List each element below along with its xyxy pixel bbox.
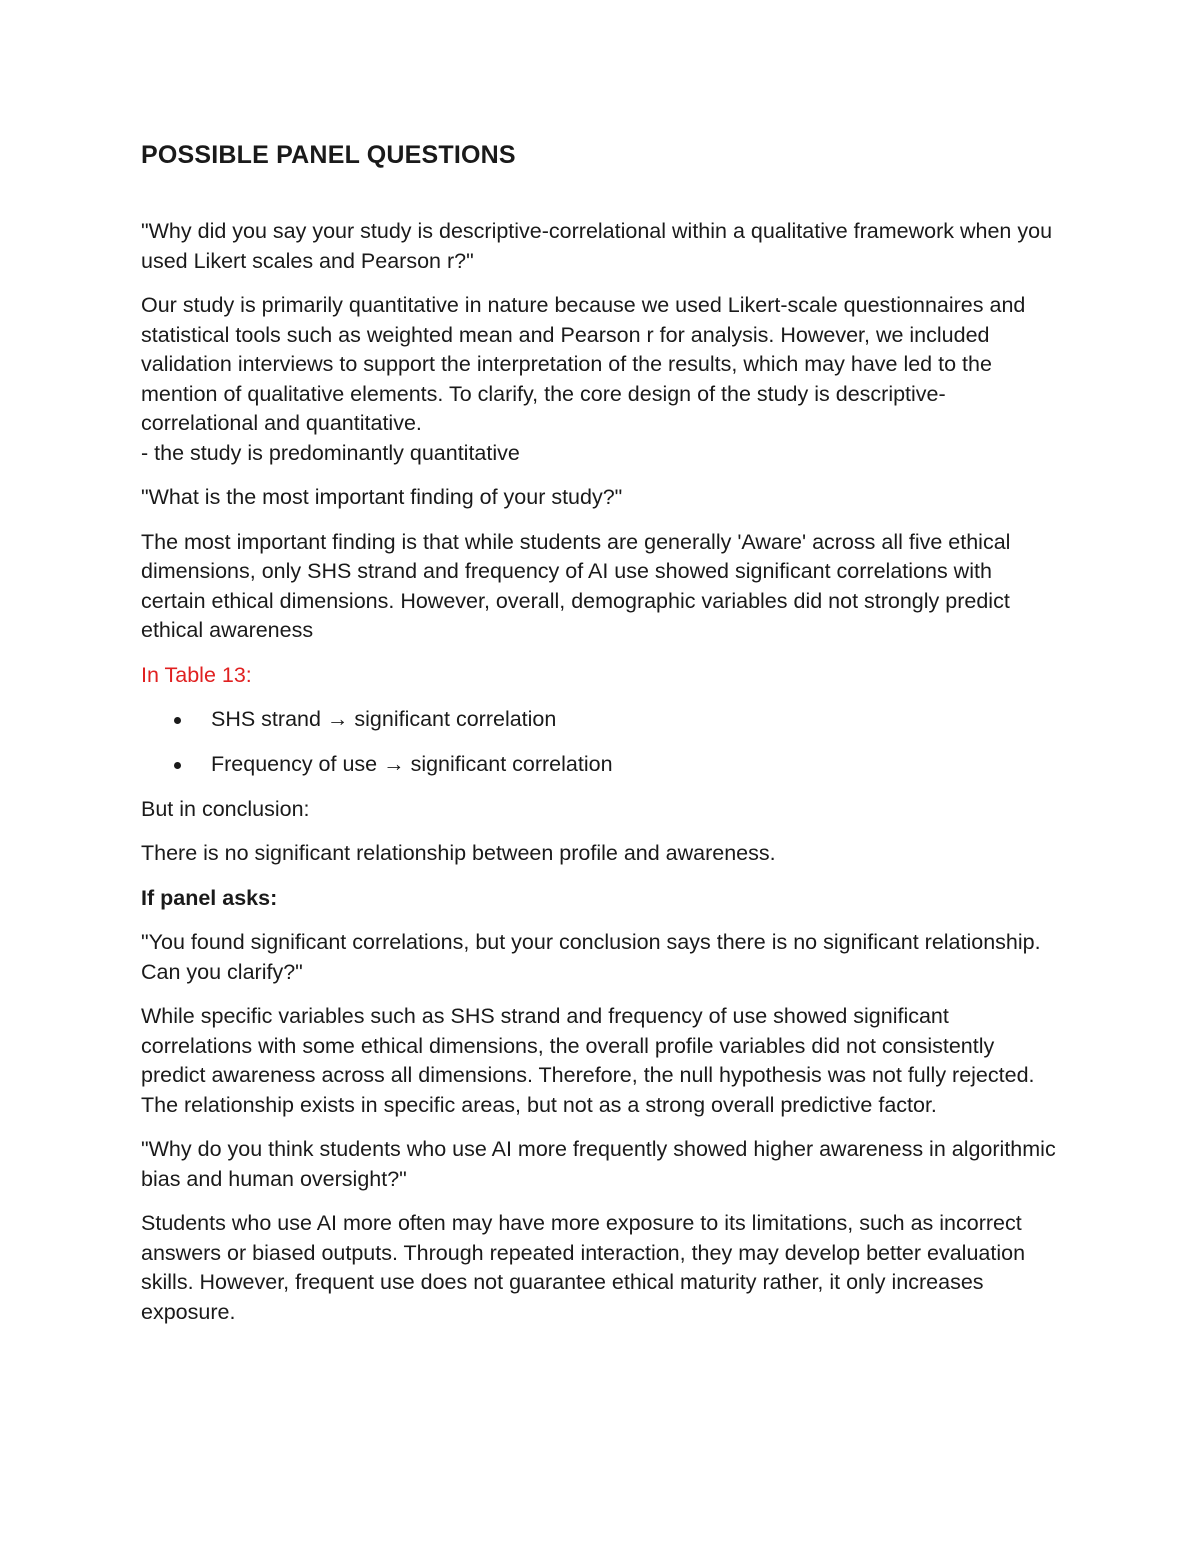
document-body: [141, 217, 1061, 1342]
answer-1: Our study is primarily quantitative in nature because we used Likert-scale questionnaires and statistical tools such as weighted mean and Pearson r for analysis. However, we included validation interviews to support the interpretation of the results, which may have led to the mention of qualitative elements. To clarify, the core design of the study is descriptive-correlational and quantitative.: [141, 293, 1026, 435]
answer-3: While specific variables such as SHS strand and frequency of use showed significant correlations with some ethical dimensions, the overall profile variables did not consistently predict awareness across all dimensions. Therefore, the null hypothesis was not fully rejected. The relationship exists in specific areas, but not as a strong overall predictive factor.: [141, 1004, 1035, 1117]
page-title: POSSIBLE PANEL QUESTIONS: [141, 141, 516, 169]
answer-1-note: - the study is predominantly quantitative: [141, 440, 520, 465]
list-item: [141, 750, 1061, 780]
question-4: "Why do you think students who use AI more frequently showed higher awareness in algorithmic bias and human oversight?": [141, 1137, 1056, 1191]
question-3: "You found significant correlations, but your conclusion says there is no significant relationship. Can you clarify?": [141, 930, 1041, 984]
bullet-icon: [174, 762, 181, 769]
list-item-text: SHS strand → significant correlation: [211, 707, 557, 731]
panel-heading: If panel asks:: [141, 885, 278, 910]
conclusion-text: There is no significant relationship between profile and awareness.: [141, 841, 776, 865]
list-item-text: Frequency of use → significant correlation: [211, 752, 613, 776]
bullet-icon: [174, 717, 181, 724]
answer-2: The most important finding is that while students are generally 'Aware' across all five ethical dimensions, only SHS strand and frequency of AI use showed significant correlations with certain ethical dimensions. However, overall, demographic variables did not strongly predict ethical awareness: [141, 529, 1011, 642]
findings-list: [141, 705, 1061, 780]
question-2: "What is the most important finding of your study?": [141, 485, 623, 509]
table-reference: In Table 13:: [141, 662, 252, 687]
answer-4: Students who use AI more often may have more exposure to its limitations, such as incorrect answers or biased outputs. Through repeated interaction, they may develop better evaluation skills. However, frequent use does not guarantee ethical maturity rather, it only increases exposure.: [141, 1211, 1026, 1324]
question-1: "Why did you say your study is descriptive-correlational within a qualitative framework when you used Likert scales and Pearson r?": [141, 219, 1053, 273]
list-item: [141, 705, 1061, 735]
conclusion-lead: But in conclusion:: [141, 796, 310, 821]
